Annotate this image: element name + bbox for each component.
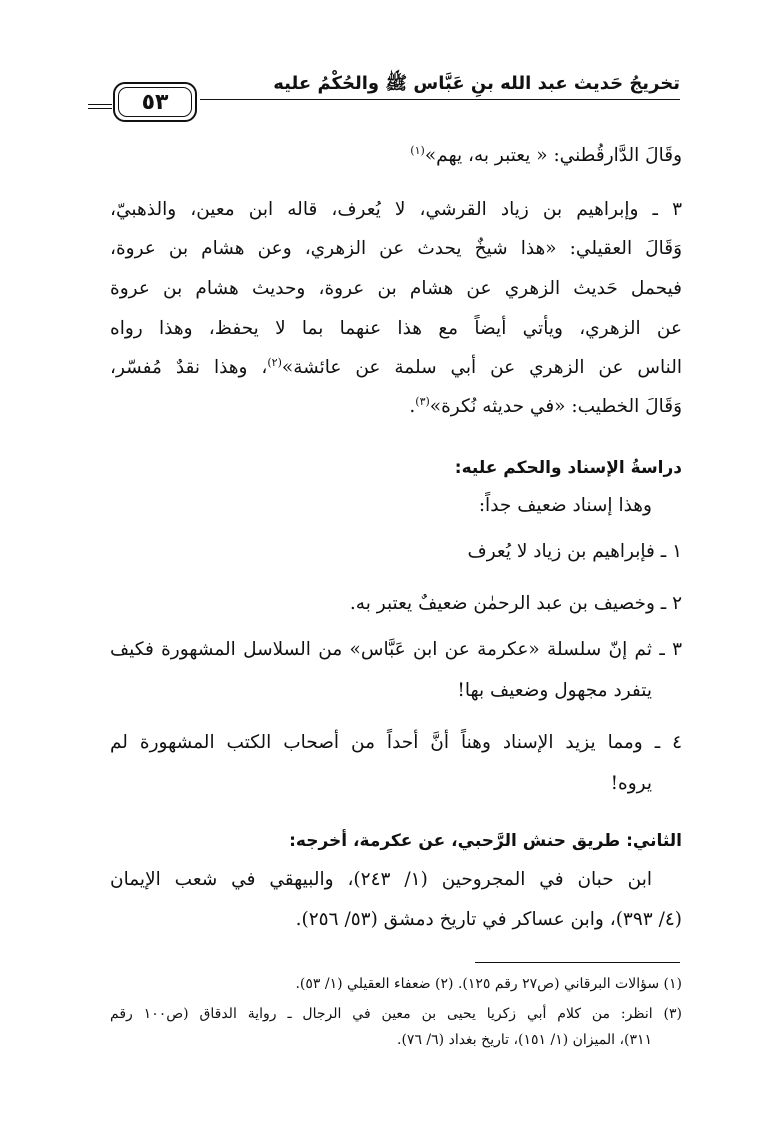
- text-line: يروه!: [610, 773, 652, 794]
- header-rule: [200, 99, 680, 100]
- section-heading: دراسةُ الإسناد والحكم عليه:: [454, 458, 682, 478]
- header-rule-left-bottom: [88, 108, 112, 109]
- text-line: ٣ ـ ثم إنّ سلسلة «عكرمة عن ابن عَبَّاس» من السلاسل المشهورة فكيف: [110, 639, 682, 660]
- text-span: .: [409, 396, 416, 417]
- footnote-line: (٣) انظر: من كلام أبي زكريا يحيى بن معين في الرجال ـ رواية الدقاق (ص١٠٠ رقم: [110, 1006, 682, 1022]
- text-line: ١ ـ فإبراهيم بن زياد لا يُعرف: [467, 541, 682, 562]
- running-header: [88, 72, 680, 128]
- text-line: ٤ ـ ومما يزيد الإسناد وهناً أنَّ أحداً من أصحاب الكتب المشهورة لم: [110, 732, 682, 753]
- text-line: [110, 356, 682, 380]
- text-line: ٢ ـ وخصيف بن عبد الرحمٰن ضعيفٌ يعتبر به.: [349, 593, 682, 614]
- footnote-ref: (١): [410, 143, 425, 157]
- text-line: وهذا إسناد ضعيف جداً:: [478, 495, 652, 516]
- text-line: فيحمل حَديث الزهري عن هشام بن عروة، وحديث هشام بن عروة: [110, 278, 682, 299]
- page-number: ٥٣: [141, 89, 169, 115]
- footnote-line: (١) سؤالات البرقاني (ص٢٧ رقم ١٢٥). (٢) ضعفاء العقيلي (١/ ٥٣).: [295, 976, 682, 992]
- text-line: (٤/ ٣٩٣)، وابن عساكر في تاريخ دمشق (٥٣/ ٢٥٦).: [295, 909, 682, 930]
- text-line: يتفرد مجهول وضعيف بها!: [457, 680, 652, 701]
- text-line: ابن حبان في المجروحين (١/ ٢٤٣)، والبيهقي في شعب الإيمان: [110, 869, 652, 890]
- section-heading: الثاني: طريق حنش الرَّحبي، عن عكرمة، أخرجه:: [289, 831, 682, 851]
- footnote-separator: [475, 962, 680, 963]
- text-line: [409, 395, 682, 419]
- header-title: تخريجُ حَديث عبد الله بنِ عَبَّاس ﷺ والحُكْمُ عليه: [273, 73, 680, 94]
- header-rule-left-top: [88, 104, 112, 105]
- text-line: ٣ ـ وإبراهيم بن زياد القرشي، لا يُعرف، قاله ابن معين، والذهبيّ،: [110, 199, 682, 220]
- text-line: [410, 144, 682, 168]
- page-number-frame: [113, 82, 197, 122]
- footnote-line: ٣١١)، الميزان (١/ ١٥١)، تاريخ بغداد (٦/ ٧٦).: [397, 1032, 652, 1048]
- text-span: الناس عن الزهري عن أبي سلمة عن عائشة»: [281, 357, 682, 378]
- text-span: وَقَالَ الخطيب: «في حديثه نُكرة»: [429, 396, 682, 417]
- text-line: عن الزهري، ويأتي أيضاً مع هذا عنهما بما لا يحفظ، وهذا رواه: [110, 318, 682, 339]
- text-span: ، وهذا نقدٌ مُفسّر،: [110, 357, 268, 378]
- text-span: وقَالَ الدَّارقُطني: « يعتبر به، يهم»: [424, 145, 682, 166]
- footnote-ref: (٣): [415, 394, 430, 408]
- footnote-ref: (٢): [267, 355, 282, 369]
- text-line: وَقَالَ العقيلي: «هذا شيخٌ يحدث عن الزهري، وعن هشام بن عروة،: [110, 238, 682, 259]
